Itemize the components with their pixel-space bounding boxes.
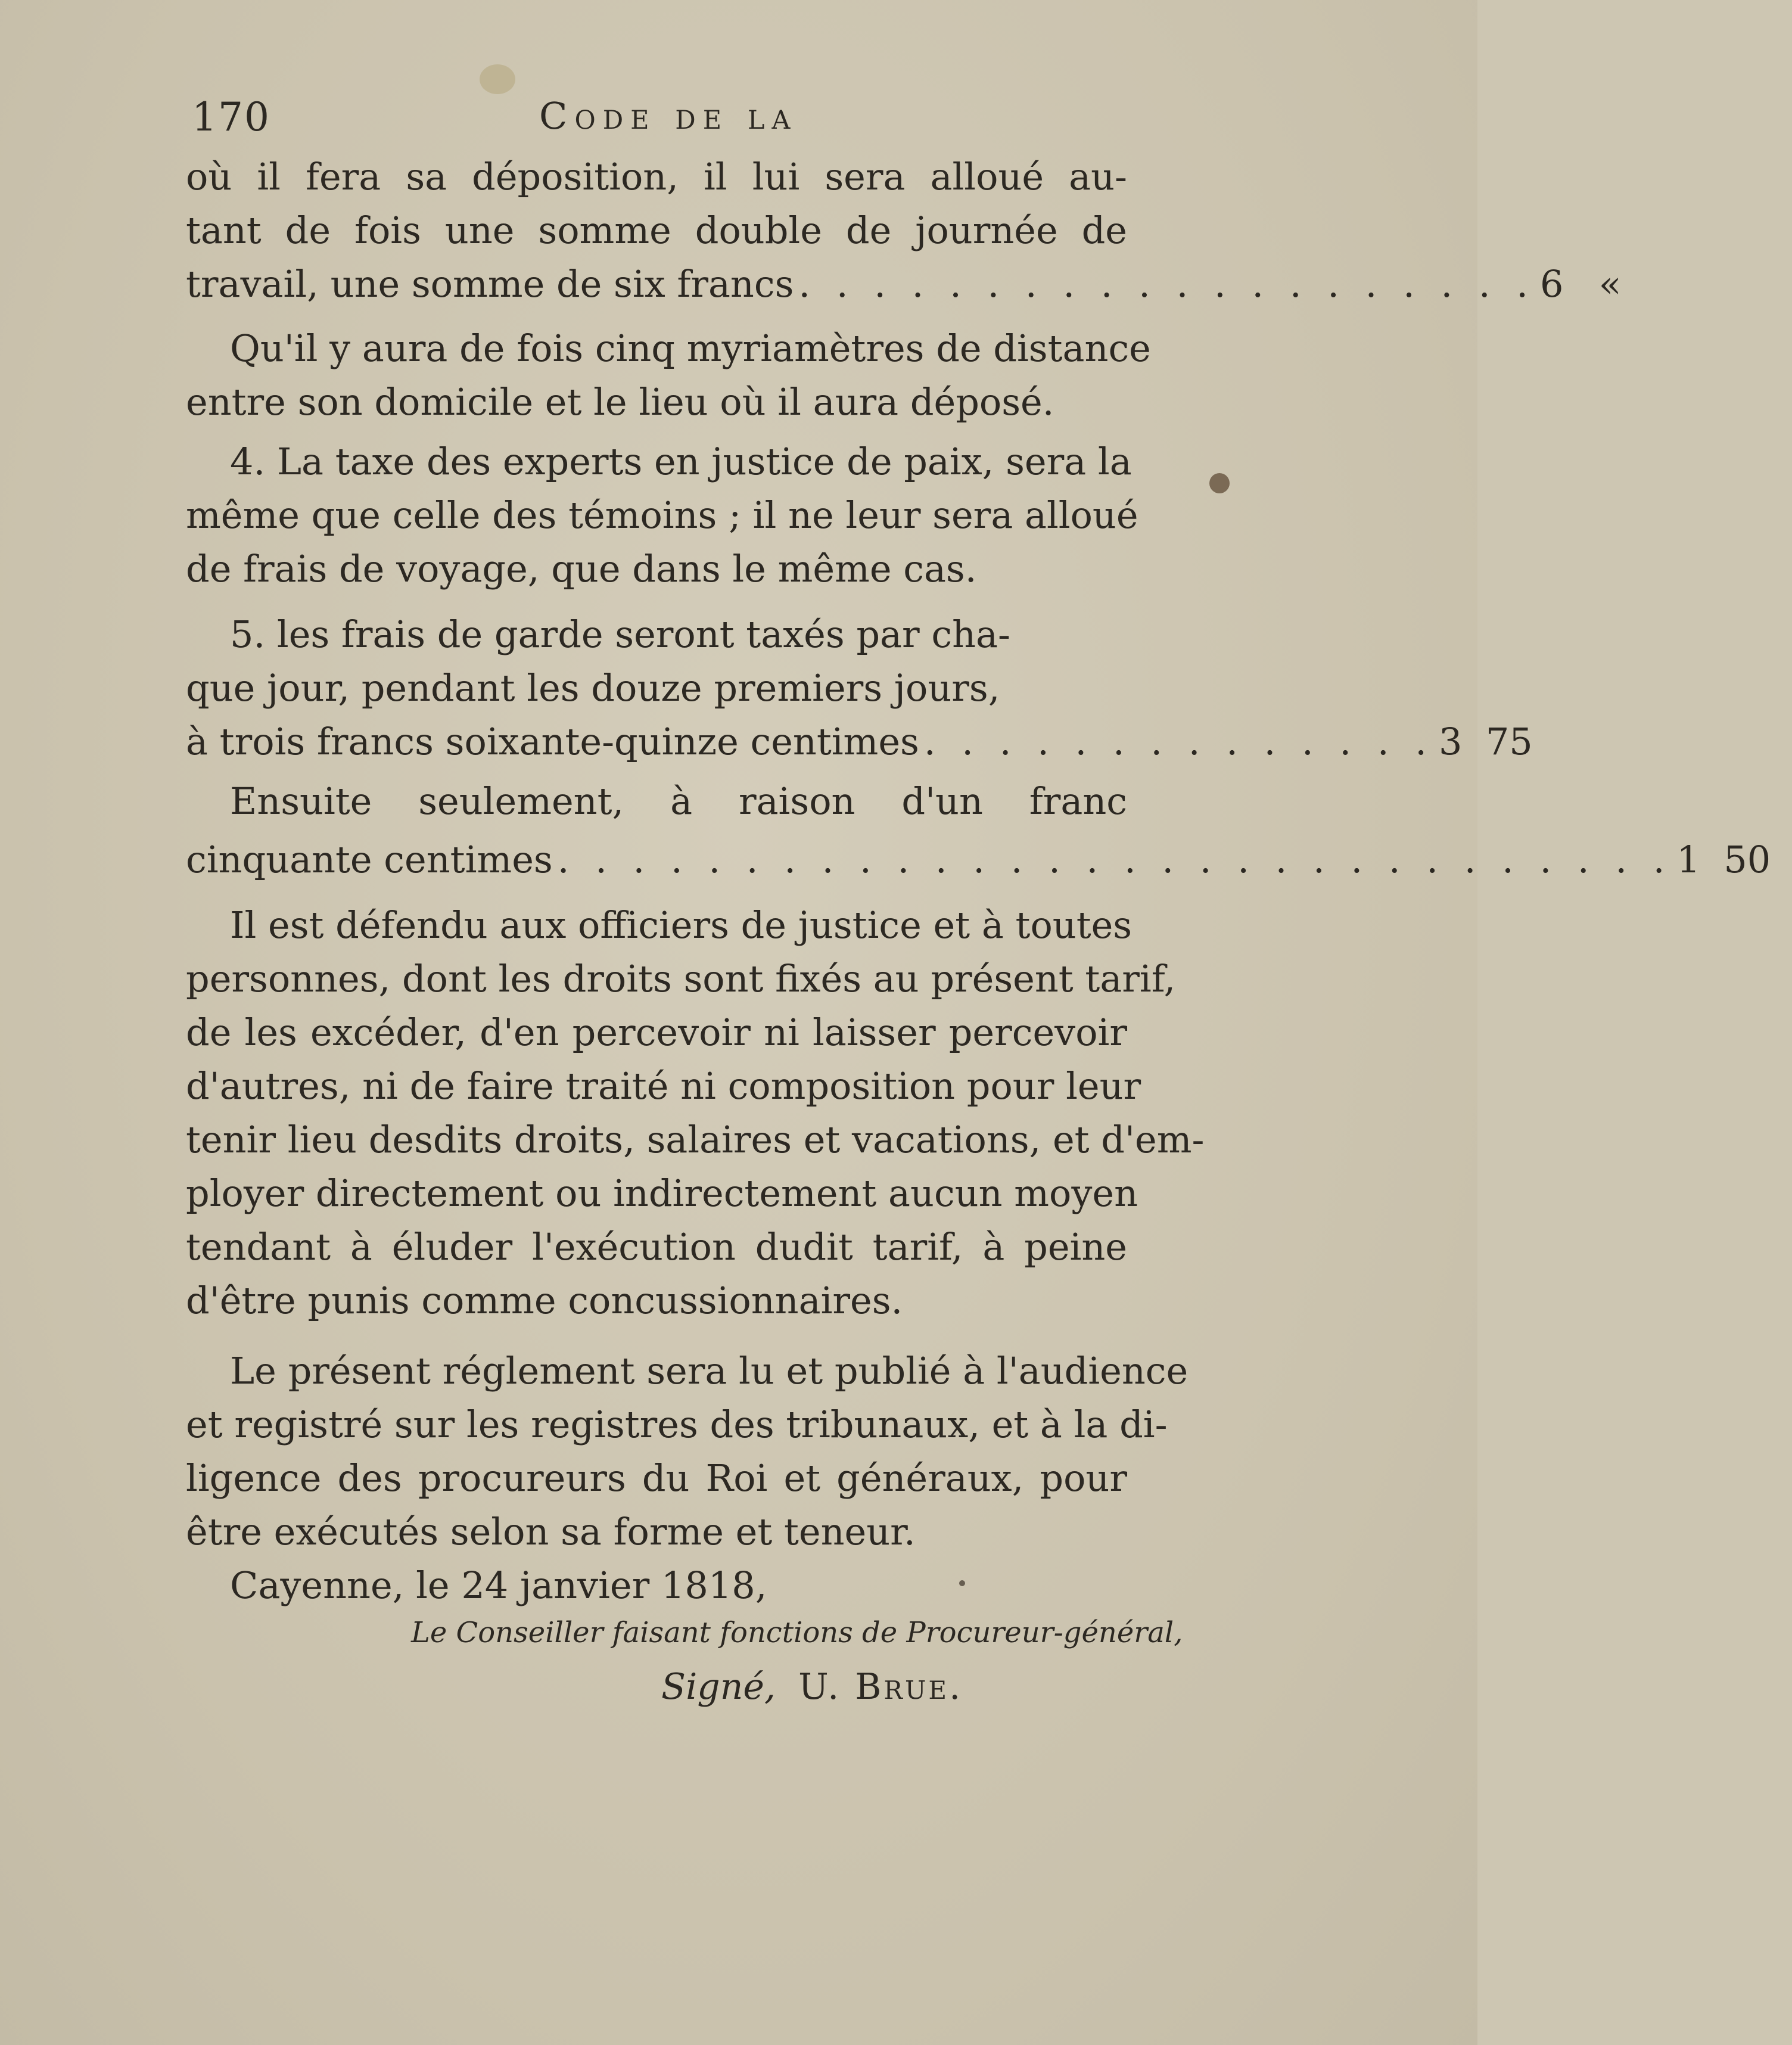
article-5-line: 5. les frais de garde seront taxés par cha- (230, 613, 1010, 656)
text-line: personnes, dont les droits sont fixés au présent tarif, (186, 957, 1176, 1000)
signed-label: Signé, (661, 1666, 776, 1708)
text-line: Il est défendu aux officiers de justice et à toutes (230, 903, 1133, 947)
text-line: tenir lieu desdits droits, salaires et vacations, et d'em- (186, 1118, 1205, 1161)
text-line: tant de fois une somme double de journée de (186, 209, 1127, 252)
signature-line (661, 1661, 963, 1713)
page-number: 170 (192, 94, 270, 140)
text-line: Ensuite seulement, à raison d'un franc (230, 779, 1127, 823)
tariff-line: cinquante centimes . . . . . . . . . . . . . . . . . . . . . . . . . . . . . . 1 50 (186, 838, 1771, 881)
tariff-line: à trois francs soixante-quinze centimes . . . . . . . . . . . . . . 3 75 (186, 720, 1533, 763)
signatory-office: Le Conseiller faisant fonctions de Procureur-général, (411, 1616, 1183, 1649)
article-4-line: 4. La taxe des experts en justice de paix, sera la (230, 440, 1132, 483)
text-line: où il fera sa déposition, il lui sera alloué au- (186, 155, 1127, 198)
text-line: de frais de voyage, que dans le même cas. (186, 547, 977, 590)
text-line: tendant à éluder l'exécution dudit tarif, à peine (186, 1225, 1127, 1269)
text-line: de les excéder, d'en percevoir ni laisser percevoir (186, 1011, 1127, 1054)
text-line: entre son domicile et le lieu où il aura déposé. (186, 380, 1054, 424)
running-header: Code de la (539, 94, 798, 138)
text-line: Qu'il y aura de fois cinq myriamètres de distance (230, 327, 1151, 370)
text-line: Le présent réglement sera lu et publié à l'audience (230, 1349, 1189, 1393)
tariff-line: travail, une somme de six francs . . . . . . . . . . . . . . . . . . . . 6 « (186, 262, 1622, 306)
date-line: Cayenne, le 24 janvier 1818, (230, 1564, 767, 1607)
text-line: même que celle des témoins ; il ne leur sera alloué (186, 493, 1138, 537)
signatory-name: U. Brue. (798, 1666, 963, 1708)
text-line: que jour, pendant les douze premiers jours, (186, 666, 1000, 710)
text-line: ligence des procureurs du Roi et généraux, pour (186, 1456, 1127, 1500)
paper-stain (480, 64, 515, 94)
text-line: être exécutés selon sa forme et teneur. (186, 1510, 916, 1553)
text-line: d'autres, ni de faire traité ni composition pour leur (186, 1064, 1141, 1108)
text-line: d'être punis comme concussionnaires. (186, 1279, 903, 1322)
text-line: et registré sur les registres des tribunaux, et à la di- (186, 1403, 1168, 1446)
text-line: ployer directement ou indirectement aucun moyen (186, 1171, 1138, 1215)
paper-stain (1209, 473, 1230, 493)
